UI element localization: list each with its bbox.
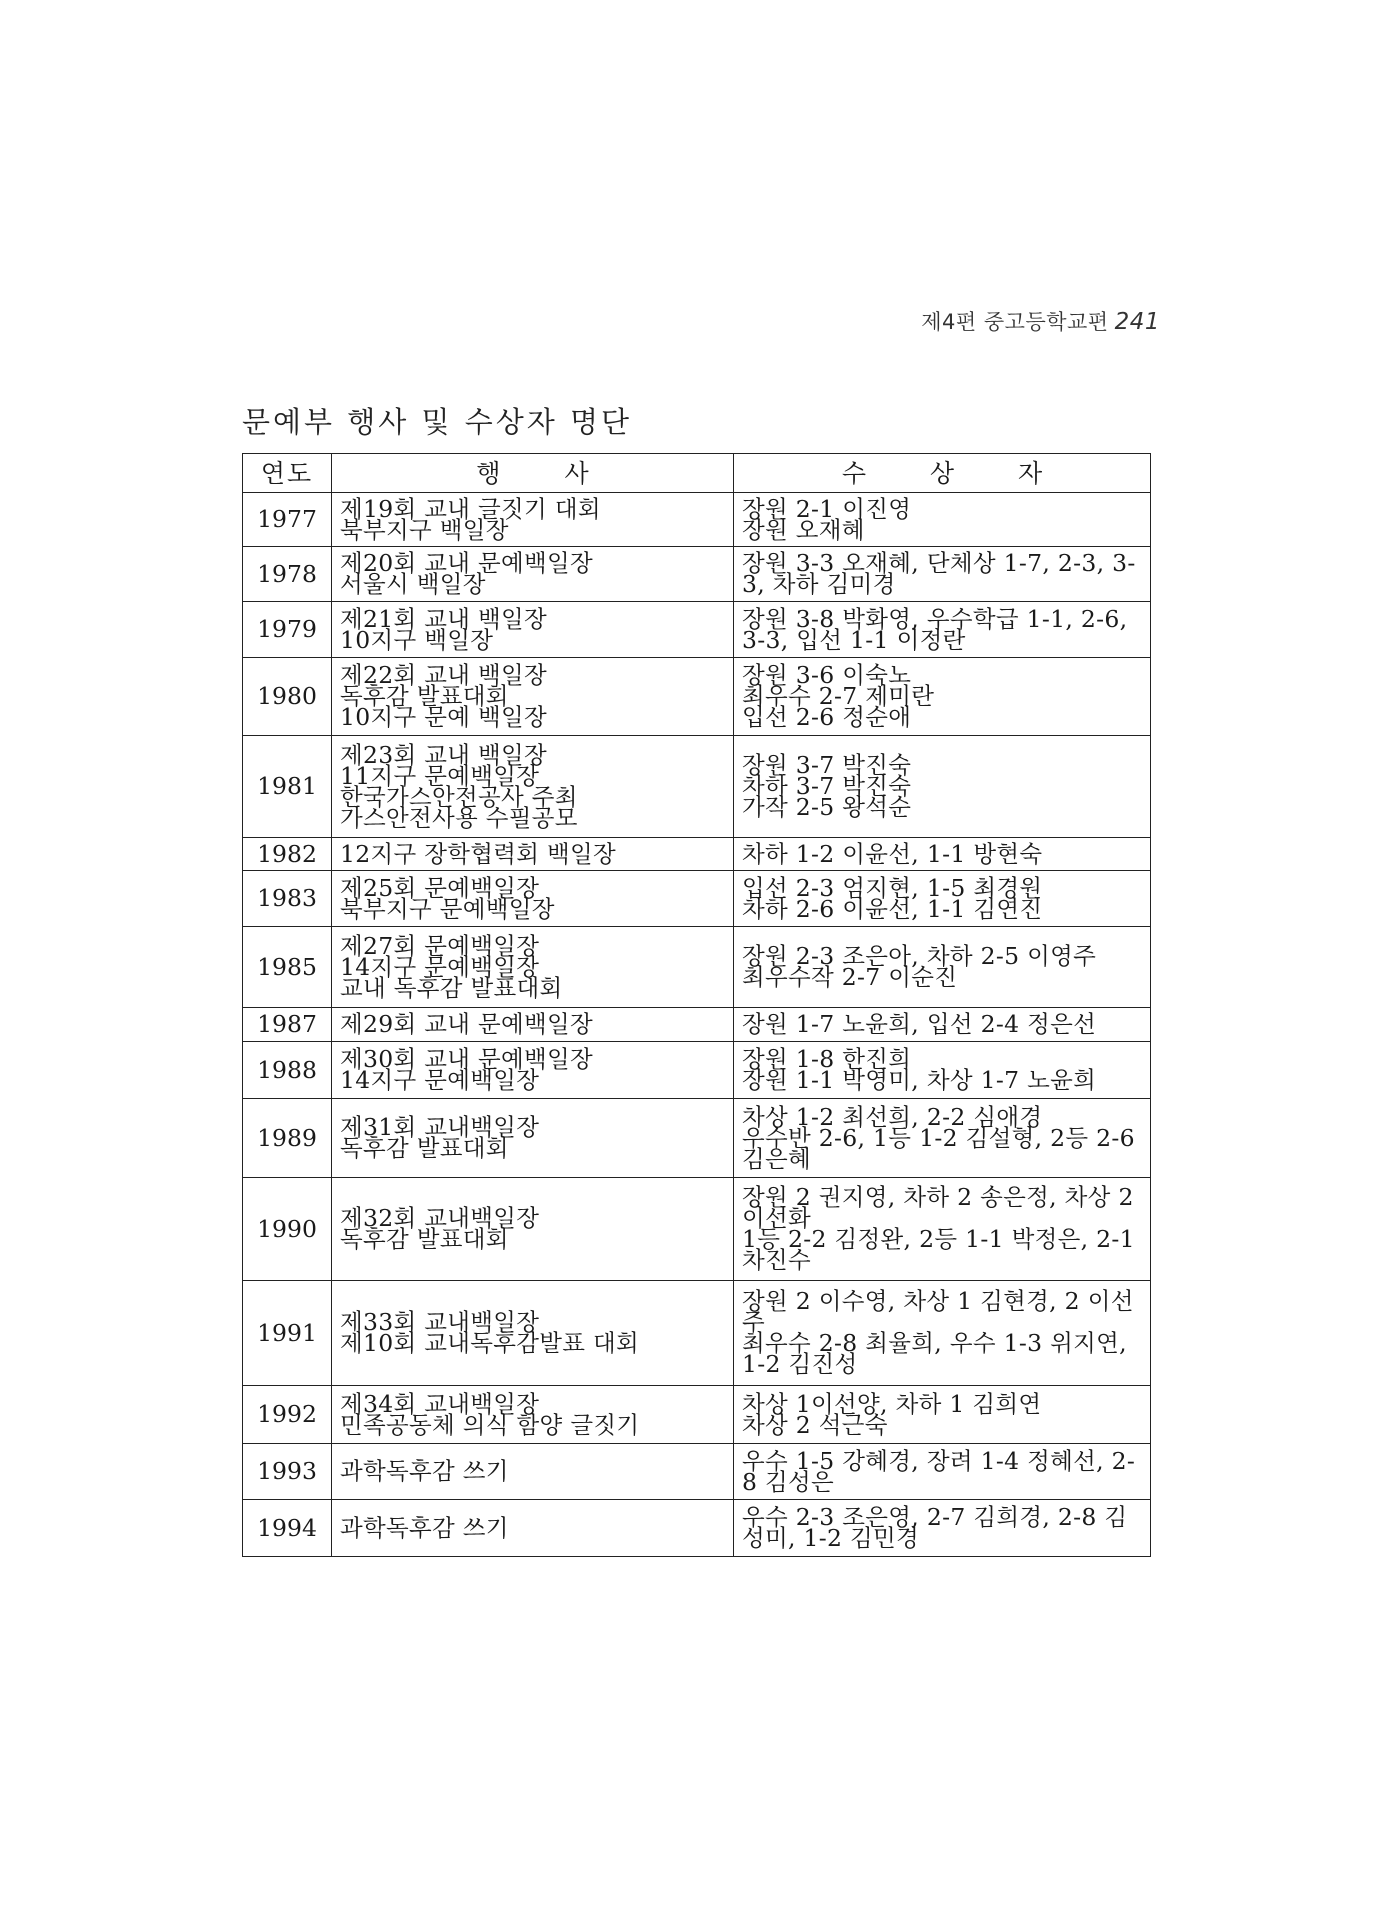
winners-cell (734, 1386, 1151, 1444)
table-row (243, 1042, 1151, 1099)
event-line: 제34회 교내백일장 (340, 1389, 540, 1418)
winner-line: 장원 2-1 이진영 (742, 494, 912, 523)
year-cell: 1978 (243, 547, 332, 602)
table-row (243, 1281, 1151, 1386)
winner-line: 장원 1-1 박영미, 차상 1-7 노윤희 (742, 1066, 1097, 1094)
event-line: 독후감 발표대회 (340, 682, 509, 710)
year-cell: 1994 (243, 1500, 332, 1557)
year-cell: 1985 (243, 927, 332, 1008)
winners-cell (734, 736, 1151, 838)
year-cell: 1989 (243, 1099, 332, 1178)
event-cell (332, 1500, 734, 1557)
winner-line: 우수 1-5 강혜경, 장려 1-4 정혜선, 2-8 김성은 (742, 1446, 1136, 1496)
winner-line: 우수반 2-6, 1등 1-2 김설형, 2등 2-6 김은혜 (742, 1123, 1135, 1173)
year-cell: 1983 (243, 871, 332, 927)
year-cell: 1991 (243, 1281, 332, 1386)
table-row (243, 1008, 1151, 1042)
table-row (243, 493, 1151, 547)
event-cell (332, 1281, 734, 1386)
winners-cell (734, 493, 1151, 547)
winner-line: 장원 3-6 이숙노 (742, 661, 912, 689)
event-line: 제20회 교내 문예백일장 (340, 549, 594, 577)
winners-cell (734, 1178, 1151, 1281)
winners-cell (734, 1042, 1151, 1099)
header-event: 행 사 (332, 454, 734, 493)
event-line: 교내 독후감 발표대회 (340, 973, 563, 1002)
winner-line: 장원 2-3 조은아, 차하 2-5 이영주 (742, 942, 1097, 970)
year-cell: 1992 (243, 1386, 332, 1444)
table-row (243, 547, 1151, 602)
event-line: 과학독후감 쓰기 (340, 1513, 509, 1542)
winner-line: 입선 2-6 정순애 (742, 703, 912, 731)
winners-cell (734, 838, 1151, 871)
event-line: 가스안전사용 수필공모 (340, 803, 578, 832)
winner-line: 차상 1-2 최선희, 2-2 심애경 (742, 1102, 1043, 1131)
event-line: 제19회 교내 글짓기 대회 (340, 494, 601, 523)
event-line: 14지구 문예백일장 (340, 952, 540, 981)
event-cell (332, 547, 734, 602)
event-cell (332, 1099, 734, 1178)
table-row (243, 1386, 1151, 1444)
table-row (243, 602, 1151, 658)
event-line: 제23회 교내 백일장 (340, 740, 548, 769)
table-row (243, 838, 1151, 871)
table-row (243, 1500, 1151, 1557)
event-line: 10지구 백일장 (340, 625, 494, 654)
table-row (243, 658, 1151, 736)
event-cell (332, 1386, 734, 1444)
winners-cell (734, 1500, 1151, 1557)
event-line: 제27회 문예백일장 (340, 931, 540, 960)
event-line: 제21회 교내 백일장 (340, 604, 548, 633)
event-line: 제25회 문예백일장 (340, 873, 540, 902)
event-line: 독후감 발표대회 (340, 1225, 509, 1253)
winner-line: 차상 1이선양, 차하 1 김희연 (742, 1389, 1042, 1418)
table-body (243, 493, 1151, 1557)
event-cell (332, 838, 734, 871)
event-line: 서울시 백일장 (340, 570, 486, 598)
event-cell (332, 658, 734, 736)
event-line: 북부지구 문예백일장 (340, 894, 555, 923)
year-cell: 1979 (243, 602, 332, 658)
event-line: 제10회 교내독후감발표 대회 (340, 1329, 640, 1357)
winners-cell (734, 1281, 1151, 1386)
page-number: 241 (1114, 309, 1160, 335)
event-cell (332, 1178, 734, 1281)
event-line: 민족공동체 의식 함양 글짓기 (340, 1410, 640, 1439)
winners-cell (734, 927, 1151, 1008)
winners-cell (734, 1008, 1151, 1042)
winner-line: 최우수작 2-7 이순진 (742, 963, 958, 991)
event-line: 독후감 발표대회 (340, 1134, 509, 1162)
table-header-row (243, 454, 1151, 493)
winner-line: 장원 3-8 박화영, 우수학급 1-1, 2-6, 3-3, 입선 1-1 이정란 (742, 604, 1128, 654)
event-line: 제29회 교내 문예백일장 (340, 1010, 594, 1038)
winner-line: 최우수 2-7 제미란 (742, 682, 935, 710)
year-cell: 1981 (243, 736, 332, 838)
winner-line: 장원 1-8 한진희 (742, 1045, 912, 1073)
winners-cell (734, 658, 1151, 736)
event-line: 제33회 교내백일장 (340, 1308, 540, 1336)
year-cell: 1987 (243, 1008, 332, 1042)
event-cell (332, 1444, 734, 1500)
year-cell: 1993 (243, 1444, 332, 1500)
winner-line: 1등 2-2 김정완, 2등 1-1 박정은, 2-1 차진수 (742, 1225, 1135, 1274)
table-row (243, 927, 1151, 1008)
winners-cell (734, 1444, 1151, 1500)
event-line: 한국가스안전공사 주최 (340, 782, 578, 811)
header-winners: 수 상 자 (734, 454, 1151, 493)
running-header-text: 제4편 중고등학교편 (921, 310, 1109, 334)
event-line: 12지구 장학협력회 백일장 (340, 839, 617, 868)
winner-line: 장원 2 이수영, 차상 1 김현경, 2 이선주 (742, 1287, 1134, 1336)
event-line: 14지구 문예백일장 (340, 1066, 540, 1094)
table-row (243, 736, 1151, 838)
winner-line: 차상 2 석근숙 (742, 1410, 888, 1439)
winner-line: 장원 3-3 오재혜, 단체상 1-7, 2-3, 3-3, 차하 김미경 (742, 549, 1136, 598)
event-cell (332, 736, 734, 838)
event-line: 과학독후감 쓰기 (340, 1457, 509, 1485)
winner-line: 가작 2-5 왕석순 (742, 793, 912, 821)
winners-cell (734, 602, 1151, 658)
year-cell: 1980 (243, 658, 332, 736)
winner-line: 차하 3-7 박진숙 (742, 772, 912, 800)
event-cell (332, 493, 734, 547)
table-row (243, 1099, 1151, 1178)
winner-line: 장원 2 권지영, 차하 2 송은정, 차상 2 이선화 (742, 1183, 1134, 1232)
event-line: 제30회 교내 문예백일장 (340, 1045, 594, 1073)
table-row (243, 871, 1151, 927)
winners-cell (734, 1099, 1151, 1178)
header-year: 연도 (243, 454, 332, 493)
year-cell: 1977 (243, 493, 332, 547)
winner-line: 최우수 2-8 최율희, 우수 1-3 위지연, 1-2 김진성 (742, 1329, 1127, 1378)
event-line: 제32회 교내백일장 (340, 1204, 540, 1232)
winner-line: 입선 2-3 엄지현, 1-5 최경원 (742, 873, 1043, 902)
year-cell: 1982 (243, 838, 332, 871)
event-cell (332, 927, 734, 1008)
year-cell: 1990 (243, 1178, 332, 1281)
event-cell (332, 602, 734, 658)
event-line: 북부지구 백일장 (340, 515, 509, 544)
event-cell (332, 1008, 734, 1042)
running-header (700, 306, 1160, 336)
event-line: 10지구 문예 백일장 (340, 703, 548, 731)
event-line: 제31회 교내백일장 (340, 1113, 540, 1141)
winner-line: 우수 2-3 조은영, 2-7 김희경, 2-8 김성미, 1-2 김민경 (742, 1503, 1128, 1552)
winner-line: 장원 3-7 박진숙 (742, 751, 912, 779)
winners-cell (734, 547, 1151, 602)
event-cell (332, 871, 734, 927)
year-cell: 1988 (243, 1042, 332, 1099)
winners-cell (734, 871, 1151, 927)
awards-table (242, 453, 1151, 1557)
event-line: 제22회 교내 백일장 (340, 661, 548, 689)
event-cell (332, 1042, 734, 1099)
winner-line: 장원 오재혜 (742, 515, 865, 544)
winner-line: 차하 1-2 이윤선, 1-1 방현숙 (742, 839, 1043, 868)
section-title: 문예부 행사 및 수상자 명단 (242, 405, 633, 439)
winner-line: 차하 2-6 이윤선, 1-1 김연진 (742, 894, 1043, 923)
table-row (243, 1178, 1151, 1281)
table-row (243, 1444, 1151, 1500)
winner-line: 장원 1-7 노윤희, 입선 2-4 정은선 (742, 1010, 1097, 1038)
event-line: 11지구 문예백일장 (340, 761, 540, 790)
